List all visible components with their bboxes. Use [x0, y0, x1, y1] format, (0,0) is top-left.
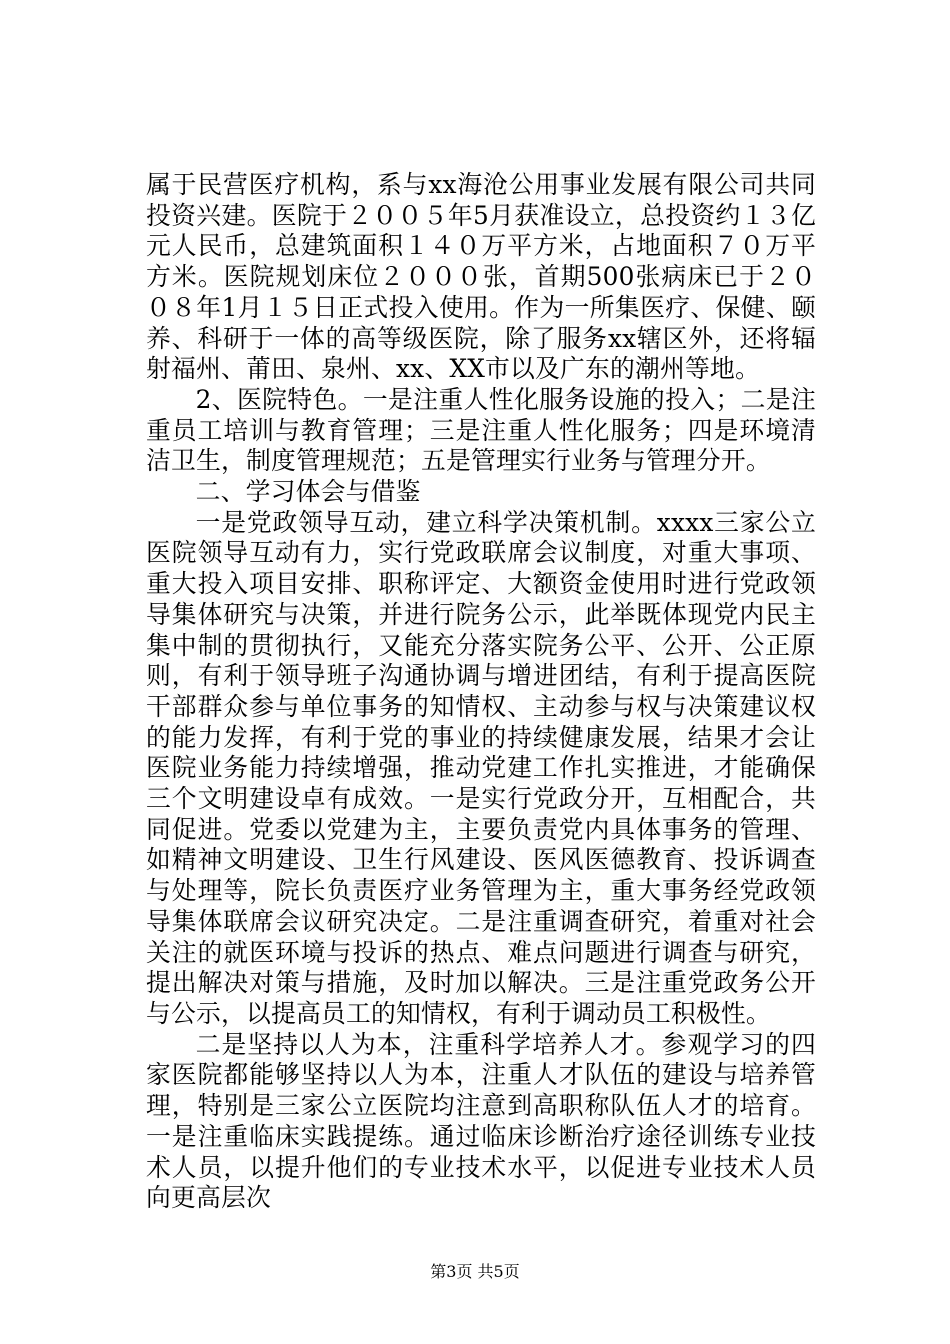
paragraph-1: 属于民营医疗机构，系与xx海沧公用事业发展有限公司共同投资兴建。医院于２００５年5月获准设立，总投资约１３亿元人民币，总建筑面积１４０万平方米，占地面积７０万平方米。医院规划床位２０００张，首期500张病床已于２００８年1月１５日正式投入使用。作为一所集医疗、保健、颐养、科研于一体的高等级医院，除了服务xx辖区外，还将辐射福州、莆田、泉州、xx、XX市以及广东的潮州等地。: [146, 170, 816, 384]
document-body: [146, 170, 816, 1214]
section-heading: 二、学习体会与借鉴: [195, 477, 421, 507]
paragraph-3: 一是党政领导互动，建立科学决策机制。xxxx三家公立医院领导互动有力，实行党政联席会议制度，对重大事项、重大投入项目安排、职称评定、大额资金使用时进行党政领导集体研究与决策，并进行院务公示，此举既体现党内民主集中制的贯彻执行，又能充分落实院务公平、公开、公正原则，有利于领导班子沟通协调与增进团结，有利于提高医院干部群众参与单位事务的知情权、主动参与权与决策建议权的能力发挥，有利于党的事业的持续健康发展，结果才会让医院业务能力持续增强，推动党建工作扎实推进，才能确保三个文明建设卓有成效。一是实行党政分开，互相配合，共同促进。党委以党建为主，主要负责党内具体事务的管理、如精神文明建设、卫生行风建设、医风医德教育、投诉调查与处理等，院长负责医疗业务管理为主，重大事务经党政领导集体联席会议研究决定。二是注重调查研究，着重对社会关注的就医环境与投诉的热点、难点问题进行调查与研究，提出解决对策与措施，及时加以解决。三是注重党政务公开与公示，以提高员工的知情权，有利于调动员工积极性。: [146, 507, 816, 1028]
page-number-footer: 第3页 共5页: [430, 1262, 520, 1281]
paragraph-2: 2、医院特色。一是注重人性化服务设施的投入；二是注重员工培训与教育管理；三是注重人性化服务；四是环境清洁卫生，制度管理规范；五是管理实行业务与管理分开。: [146, 384, 816, 476]
paragraph-4: 二是坚持以人为本，注重科学培养人才。参观学习的四家医院都能够坚持以人为本，注重人才队伍的建设与培养管理，特别是三家公立医院均注意到高职称队伍人才的培育。一是注重临床实践提练。通过临床诊断治疗途径训练专业技术人员，以提升他们的专业技术水平，以促进专业技术人员向更高层次: [146, 1029, 816, 1213]
